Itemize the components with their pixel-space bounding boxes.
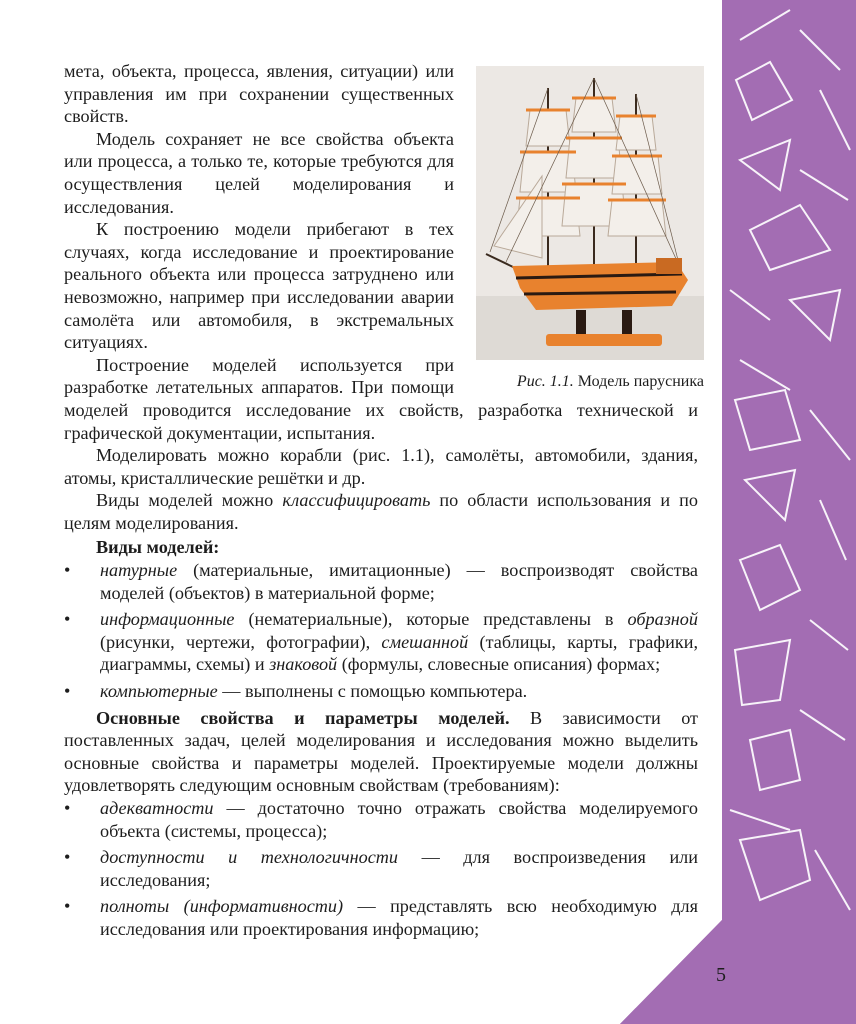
term-natural: натурные (100, 560, 178, 581)
properties-paragraph (64, 707, 698, 797)
sailing-ship-model-image (476, 66, 704, 360)
properties-heading: Основные свойства и параметры моделей. (96, 707, 510, 728)
paragraph-6-emphasis: классифицировать (282, 490, 431, 511)
completeness-text: — представлять всю необходимую для исследования или проектирования информацию; (100, 896, 698, 939)
figure-ship-model (472, 66, 704, 392)
list-item-natural (64, 559, 698, 604)
paragraph-4: Построение моделей используется при разработке летательных аппаратов. При помощи моделей проводится исследование их свойств, разработка технической и графической документации, испытания. (64, 354, 698, 443)
info-text-1: (нематериальные), которые представлены в (234, 609, 628, 630)
page-number: 5 (716, 964, 726, 986)
bullet-icon: • (64, 681, 71, 702)
term-mixed: смешанной (381, 631, 469, 652)
main-text-column (64, 60, 704, 945)
bullet-icon: • (64, 896, 71, 917)
paragraph-6-end: по области использования и по целям моделирования. (64, 490, 699, 533)
model-types-list (64, 559, 698, 703)
info-text-2: (рисунки, чертежи, фотографии), (100, 631, 382, 652)
paragraph-3: К построению модели прибегают в тех случаях, когда исследование и проектирование реального объекта или процесса затруднено или невозможно, например при исследовании аварии самолёта или автомобиля, в экстремальных ситуациях. (64, 219, 454, 353)
paragraph-6-start: Виды моделей можно (96, 490, 283, 511)
bullet-icon: • (64, 609, 71, 630)
bullet-icon: • (64, 560, 71, 581)
list-item-adequacy (64, 797, 698, 842)
figure-caption-text: Модель парусника (577, 373, 704, 390)
figure-caption-label: Рис. 1.1. (516, 373, 574, 390)
term-adequacy: адекватности (100, 798, 214, 818)
list-item-information (64, 608, 698, 676)
list-item-computer (64, 680, 698, 703)
paragraph-5: Моделировать можно корабли (рис. 1.1), самолёты, автомобили, здания, атомы, кристаллические решётки и др. (64, 445, 698, 488)
adequacy-text: — достаточно точно отражать свойства моделируемого объекта (системы, процесса); (100, 798, 698, 841)
paragraph-1: мета, объекта, процесса, явления, ситуации) или управления им при сохранении существенных свойств. (64, 61, 454, 127)
info-text-3: (таблицы, карты, графики, диаграммы, схемы) и (100, 631, 698, 675)
term-computer: компьютерные (100, 681, 218, 702)
bullet-icon: • (64, 798, 71, 818)
natural-text: (материальные, имитационные) — воспроизводят свойства моделей (объектов) в материальной форме; (100, 560, 698, 603)
bullet-icon: • (64, 847, 71, 868)
properties-intro: В зависимости от поставленных задач, целей моделирования и исследования можно выделить основные свойства и параметры моделей. Проектируемые модели должны удовлетворять следующим основным свойствам (требованиям): (64, 707, 698, 796)
term-information: информационные (100, 609, 235, 630)
term-completeness: полноты (информативности) (100, 896, 344, 917)
computer-text: — выполнены с помощью компьютера. (217, 681, 528, 702)
paragraph-2: Модель сохраняет не все свойства объекта или процесса, а только те, которые требуются для осуществления целей моделирования и исследования. (64, 128, 454, 217)
term-figurative: образной (627, 609, 698, 630)
list-item-accessibility (64, 846, 698, 891)
list-item-completeness (64, 895, 698, 940)
model-properties-list (64, 797, 698, 941)
info-text-4: (формулы, словесные описания) формах; (337, 654, 661, 675)
term-symbolic: знаковой (269, 654, 338, 675)
model-types-heading: Виды моделей: (96, 537, 220, 558)
term-accessibility: доступности и технологичности (100, 847, 399, 868)
accessibility-text: — для воспроизведения или исследования; (100, 847, 698, 890)
paragraph-6 (64, 489, 698, 534)
figure-caption (472, 372, 704, 392)
